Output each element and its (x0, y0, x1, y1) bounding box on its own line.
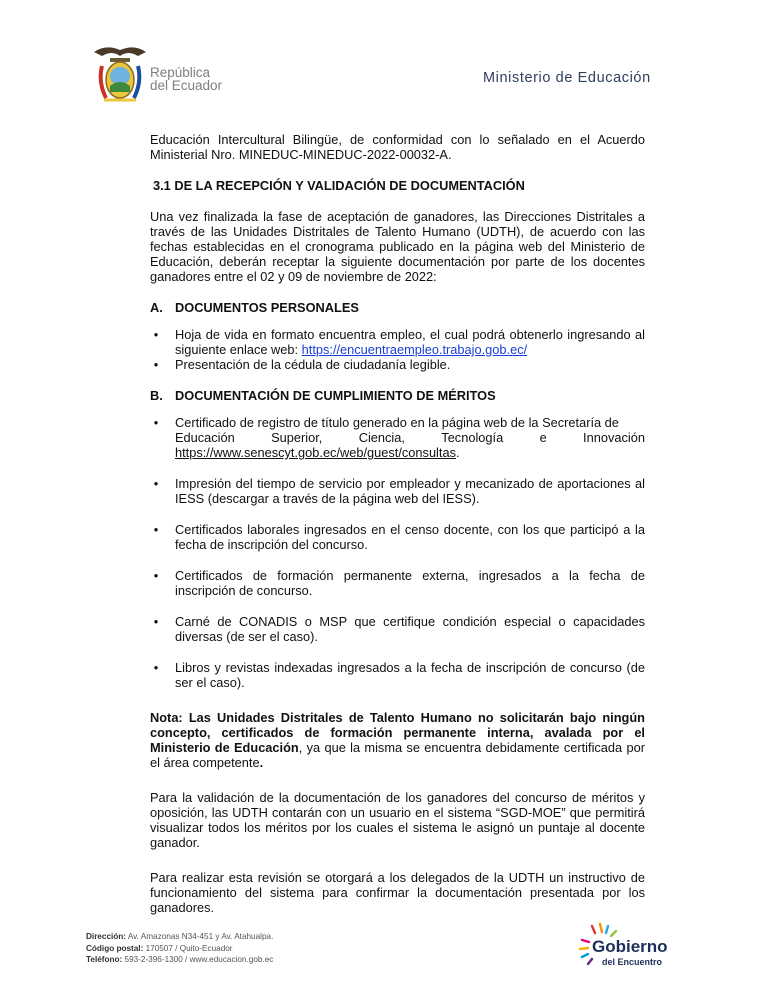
senescyt-link[interactable]: https://www.senescyt.gob.ec/web/guest/consultas (175, 445, 456, 460)
section-title: 3.1 DE LA RECEPCIÓN Y VALIDACIÓN DE DOCUMENTACIÓN (153, 178, 525, 193)
bullet: • (153, 357, 159, 372)
encuentraempleo-link[interactable]: https://encuentraempleo.trabajo.gob.ec/ (301, 342, 528, 357)
list-item: • Presentación de la cédula de ciudadanía legible. (150, 357, 645, 372)
merit-documents-list (150, 415, 645, 690)
postal-code-line: Código postal: 170507 / Quito-Ecuador (86, 943, 233, 953)
address-line: Dirección: Av. Amazonas N34-451 y Av. Atahualpa. (86, 932, 274, 941)
bullet: • (153, 660, 159, 675)
note-paragraph: Nota: Las Unidades Distritales de Talento Humano no solicitarán bajo ningún concepto, certificados de formación permanente interna, avalada por el Ministerio de Educación, ya que la misma se encuentra debidamente certificada por el área competente. (150, 710, 645, 770)
bullet: • (153, 327, 159, 342)
section-a-heading: A. DOCUMENTOS PERSONALES (150, 300, 359, 315)
list-item: • Certificados laborales ingresados en el censo docente, con los que participó a la fecha de inscripción del concurso. (150, 522, 645, 552)
ministry-title: Ministerio de Educación (483, 70, 651, 86)
document-body (150, 132, 645, 915)
institution-name-line: Educación Superior, Ciencia, Tecnología e Innovación (175, 430, 645, 445)
bullet: • (153, 522, 159, 537)
section-paragraph: Una vez finalizada la fase de aceptación de ganadores, las Direcciones Distritales a través de las Unidades Distritales de Talento Humano (UDTH), de acuerdo con las fechas establecidas en el cronograma publicado en la página web del Ministerio de Educación, deberán receptar la siguiente documentación por parte de los docentes ganadores entre el 02 y 09 de noviembre de 2022: (150, 209, 645, 284)
coat-of-arms-icon (92, 42, 148, 106)
phone-line: Teléfono: 593-2-396-1300 / www.educacion.gob.ec (86, 955, 274, 964)
list-item: • Libros y revistas indexadas ingresados a la fecha de inscripción de concurso (de ser el caso). (150, 660, 645, 690)
list-item: • Carné de CONADIS o MSP que certifique condición especial o capacidades diversas (de ser el caso). (150, 614, 645, 644)
page-header (0, 0, 768, 120)
list-item: • Certificado de registro de título generado en la página web de la Secretaría de Educación Superior, Ciencia, Tecnología e Innovación https://www.senescyt.gob.ec/web/guest/consultas. (150, 415, 645, 460)
list-item: • Certificados de formación permanente externa, ingresados a la fecha de inscripción de concurso. (150, 568, 645, 598)
list-item: • Hoja de vida en formato encuentra empleo, el cual podrá obtenerlo ingresando al siguiente enlace web: https://encuentraempleo.trabajo.gob.ec/ (150, 327, 645, 357)
validation-paragraph: Para la validación de la documentación de los ganadores del concurso de méritos y oposición, las UDTH contarán con un usuario en el sistema “SGD-MOE” que permitirá visualizar todos los méritos por los cuales el sistema le asignó un puntaje al docente ganador. (150, 790, 645, 850)
page-footer (86, 931, 273, 966)
intro-paragraph: Educación Intercultural Bilingüe, de conformidad con lo señalado en el Acuerdo Ministerial Nro. MINEDUC-MINEDUC-2022-00032-A. (150, 132, 645, 162)
section-b-heading: B. DOCUMENTACIÓN DE CUMPLIMIENTO DE MÉRITOS (150, 388, 496, 403)
review-paragraph: Para realizar esta revisión se otorgará a los delegados de la UDTH un instructivo de funcionamiento del sistema para confirmar la documentación presentada por los ganadores. (150, 870, 645, 915)
bullet: • (153, 568, 159, 583)
list-item: • Impresión del tiempo de servicio por empleador y mecanizado de aportaciones al IESS (descargar a través de la página web del IESS). (150, 476, 645, 506)
personal-documents-list (150, 327, 645, 372)
republic-wordmark: República del Ecuador (150, 65, 223, 93)
bullet: • (153, 415, 159, 430)
bullet: • (153, 476, 159, 491)
bullet: • (153, 614, 159, 629)
gobierno-encuentro-logo: Gobierno del Encuentro (576, 922, 686, 972)
